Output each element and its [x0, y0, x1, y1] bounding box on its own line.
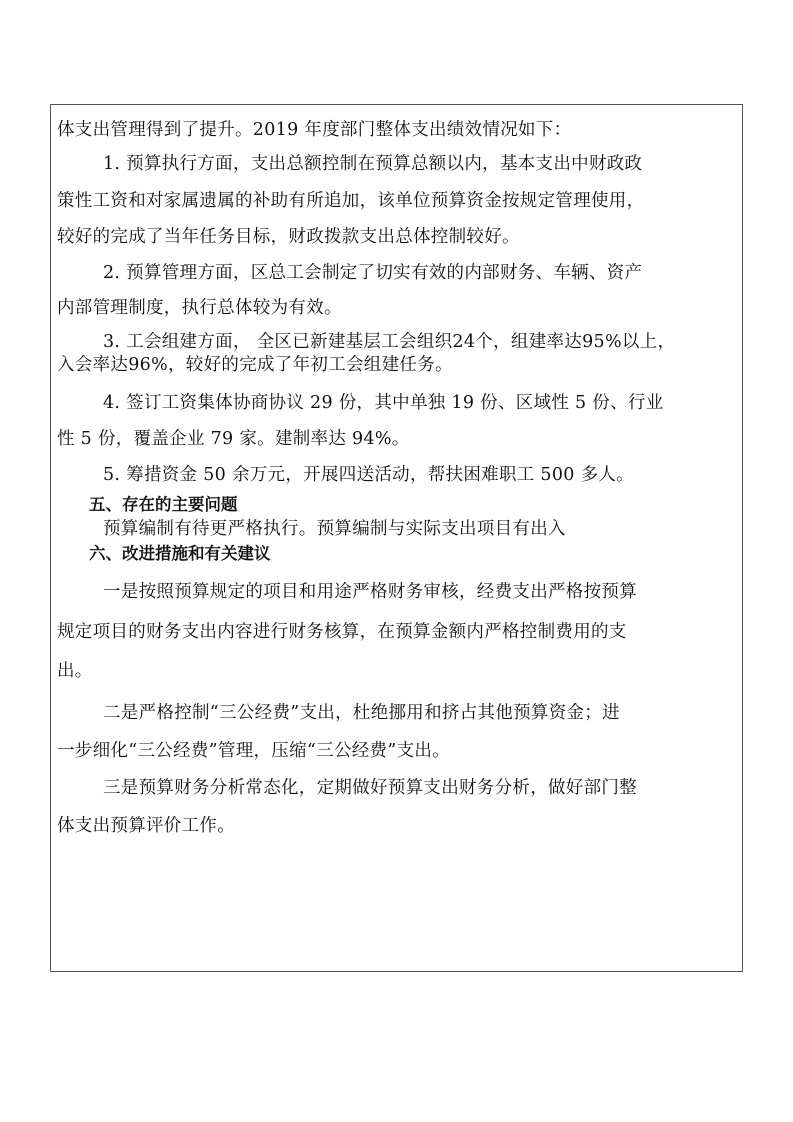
text-line: 规定项目的财务支出内容进行财务核算，在预算金额内严格控制费用的支	[57, 622, 627, 642]
improvement-three-paragraph: 三是预算财务分析常态化，定期做好预算支出财务分析，做好部门整	[103, 778, 637, 798]
improvement-two-paragraph: 二是严格控制“三公经费”支出，杜绝挪用和挤占其他预算资金；进	[103, 703, 620, 723]
main-issues-paragraph: 预算编制有待更严格执行。预算编制与实际支出项目有出入	[103, 519, 566, 539]
budget-execution-paragraph: 1. 预算执行方面，支出总额控制在预算总额以内，基本支出中财政政	[103, 154, 643, 174]
budget-management-paragraph: 2. 预算管理方面，区总工会制定了切实有效的内部财务、车辆、资产	[103, 263, 643, 283]
text-line: 体支出管理得到了提升。2019 年度部门整体支出绩效情况如下：	[57, 120, 572, 140]
improvement-one-paragraph: 一是按照预算规定的项目和用途严格财务审核，经费支出严格按预算	[103, 582, 637, 602]
wage-agreement-paragraph: 4. 签订工资集体协商协议 29 份，其中单独 19 份、区域性 5 份、行业	[103, 393, 664, 413]
fundraising-paragraph: 5. 筹措资金 50 余万元，开展四送活动，帮扶困难职工 500 多人。	[103, 465, 634, 485]
section-heading-main-issues: 五、存在的主要问题	[89, 495, 238, 514]
text-line: 较好的完成了当年任务目标，财政拨款支出总体控制较好。	[57, 227, 520, 247]
text-line: 性 5 份，覆盖企业 79 家。建制率达 94%。	[57, 429, 410, 449]
text-line: 一步细化“三公经费”管理，压缩“三公经费”支出。	[57, 741, 450, 761]
union-building-paragraph: 3. 工会组建方面， 全区已新建基层工会组织24个，组建率达95%以上，	[103, 332, 676, 352]
text-line: 策性工资和对家属遗属的补助有所追加，该单位预算资金按规定管理使用，	[57, 191, 645, 211]
text-line: 体支出预算评价工作。	[57, 816, 235, 836]
section-heading-improvements: 六、改进措施和有关建议	[89, 544, 271, 563]
text-line: 入会率达96%，较好的完成了年初工会组建任务。	[57, 355, 453, 375]
text-line: 出。	[57, 661, 93, 681]
text-line: 内部管理制度，执行总体较为有效。	[57, 298, 342, 318]
